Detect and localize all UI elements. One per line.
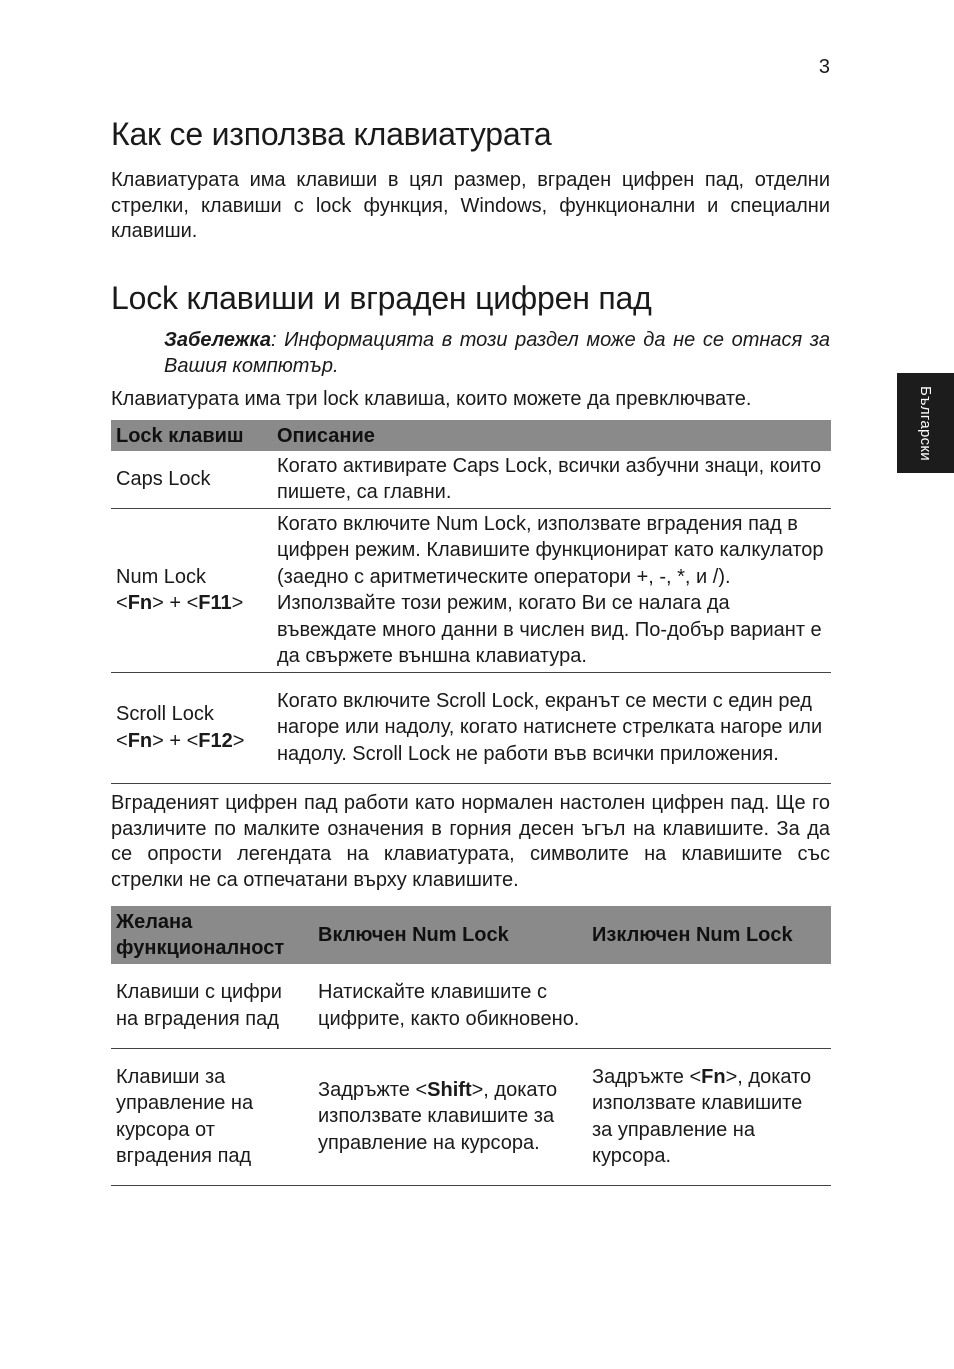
header-lock-key: Lock клавиш — [111, 420, 272, 451]
keypad-function-table — [111, 906, 831, 1186]
note-paragraph — [164, 328, 830, 379]
lead-paragraph: Клавиатурата има три lock клавиша, които можете да превключвате. — [111, 388, 752, 410]
table-row — [111, 964, 831, 1048]
description-cell: Когато включите Scroll Lock, екранът се мести с един ред нагоре или надолу, когато натиснете стрелката нагоре или надолу. Scroll Lock не работи във всички приложения. — [272, 672, 831, 783]
table-row — [111, 1048, 831, 1185]
function-cell: Клавиши за управление на курсора от вградения пад — [111, 1048, 313, 1185]
key-name: Num Lock — [116, 565, 207, 588]
header-function: Желана функционалност — [111, 906, 313, 964]
num-lock-on-cell: Натискайте клавишите с цифрите, както обикновено. — [313, 964, 587, 1048]
language-tab — [897, 373, 954, 473]
table-row — [111, 451, 831, 508]
description-cell: Когато включите Num Lock, използвате вградения пад в цифрен режим. Клавишите функционират като калкулатор (заедно с аритметическите оператори +, -, *, и /). Използвайте този режим, когато Ви се налага да въвеждате много данни в числен вид. По-добър вариант е да свържете външна клавиатура. — [272, 508, 831, 672]
language-label: Български — [917, 385, 934, 461]
lock-key-cell — [111, 451, 272, 508]
key-name: Caps Lock — [116, 468, 211, 490]
header-num-lock-on: Включен Num Lock — [313, 906, 587, 964]
key-fn: Fn — [701, 1065, 726, 1088]
lock-key-cell: Scroll Lock <Fn> + <F12> — [111, 672, 272, 783]
header-num-lock-off: Изключен Num Lock — [587, 906, 831, 964]
header-description: Описание — [272, 420, 831, 451]
table-row — [111, 508, 831, 672]
intro-paragraph: Клавиатурата има клавиши в цял размер, вграден цифрен пад, отделни стрелки, клавиши с lock функция, Windows, функционални и специални клавиши. — [111, 169, 830, 242]
key-name: Scroll Lock — [116, 703, 214, 725]
num-lock-on-cell: Задръжте <Shift>, докато използвате клавишите за управление на курсора. — [313, 1048, 587, 1185]
key-fn: Fn — [127, 592, 153, 614]
key-shift: Shift — [427, 1078, 472, 1101]
section-title-lock-keys: Lock клавиши и вграден цифрен пад — [111, 280, 652, 316]
function-cell: Клавиши с цифри на вградения пад — [111, 964, 313, 1048]
section-title-keyboard: Как се използва клавиатурата — [111, 116, 552, 152]
table-header-row — [111, 906, 831, 964]
key-combo: F12 — [198, 729, 233, 752]
num-lock-off-cell: Задръжте <Fn>, докато използвате клавишите за управление на курсора. — [587, 1048, 831, 1185]
num-lock-off-cell — [587, 964, 831, 1048]
keypad-paragraph: Вграденият цифрен пад работи като нормален настолен цифрен пад. Ще го различите по малките означения в горния десен ъгъл на клавишите. За да се опрости легендата на клавиатурата, символите на клавишите със стрелки не са отпечатани върху клавишите. — [111, 792, 830, 891]
table-header-row — [111, 420, 831, 451]
key-combo: F11 — [198, 592, 232, 614]
table-row — [111, 672, 831, 783]
note-text: : Информацията в този раздел може да не се отнася за Вашия компютър. — [164, 329, 830, 377]
description-cell: Когато активирате Caps Lock, всички азбучни знаци, които пишете, са главни. — [272, 451, 831, 508]
key-fn: Fn — [127, 729, 153, 752]
page-number: 3 — [818, 56, 830, 78]
note-label: Забележка — [164, 329, 271, 351]
lock-keys-table — [111, 420, 831, 784]
lock-key-cell: Num Lock <Fn> + <F11> — [111, 508, 272, 672]
